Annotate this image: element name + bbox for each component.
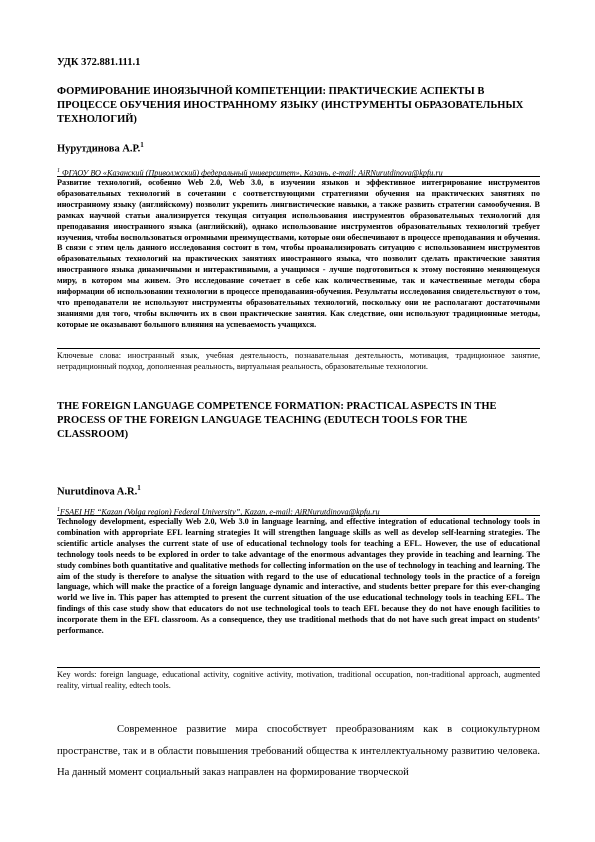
affiliation-text: ФГАОУ ВО «Казанский (Приволжский) федеральный университет», Казань, e-mail: AiRNurutdinova@kpfu.ru — [62, 168, 443, 178]
divider — [57, 176, 540, 177]
affiliation-text: FSAEI HE “Kazan (Volga region) Federal University”, Kazan, e-mail: AiRNurutdinova@kpfu.ru — [60, 507, 380, 517]
title-english: THE FOREIGN LANGUAGE COMPETENCE FORMATION: PRACTICAL ASPECTS IN THE PROCESS OF THE FOREIGN LANGUAGE TEACHING (EDUTECH TOOLS FOR THE CLASSROOM) — [57, 401, 497, 440]
author-superscript: 1 — [140, 141, 144, 149]
affiliation-superscript: 1 — [57, 168, 60, 174]
keywords-russian: Ключевые слова: иностранный язык, учебная деятельность, познавательная деятельность, мотивация, традиционное занятие, нетрадиционный подход, дополненная реальность, виртуальная реальность, образовательные технологии. — [57, 351, 540, 371]
divider — [57, 348, 540, 349]
abstract-english: Technology development, especially Web 2.0, Web 3.0 in language learning, and effective integration of educational technology tools in combination with appropriate EFL learning strategies It will strengthen language skills as well as develop self-learning strategies. The scientific article analyses the current state of use of educational technology tools for teaching a EFL. However, the use of educational technology tools needs to be explored in order to take advantage of the enormous advantages they provide in teaching and learning. The study combines both quantitative and qualitative methods for collecting information on the use of technology in teaching and learning. The aim of the study is therefore to analyse the situation with regard to the use of educational technology tools in the practice of a foreign language, which will make the practice of a foreign language dynamic and interactive, and students better prepare for this ever-changing world we live in. This paper has attempted to present the current situation of the use educational technology tools in teaching EFL. The findings of this case study show that educators do not use technological tools to teach EFL because they do not have enough facilities to incorporate them in the EFL classroom. As a consequence, they use traditional methods that do not have such great impact on students’ performance. — [57, 517, 540, 636]
body-paragraph: Современное развитие мира способствует преобразованиям как в социокультурном пространстве, так и в области повышения требований общества к интеллектуальному развитию человека. На данный момент социальный заказ направлен на формирование творческой — [57, 724, 540, 778]
divider — [57, 515, 540, 516]
divider — [57, 667, 540, 668]
udk-code: УДК 372.881.111.1 — [57, 57, 141, 68]
title-russian: ФОРМИРОВАНИЕ ИНОЯЗЫЧНОЙ КОМПЕТЕНЦИИ: ПРАКТИЧЕСКИЕ АСПЕКТЫ В ПРОЦЕССЕ ОБУЧЕНИЯ ИНОСТРАННОМУ ЯЗЫКУ (ИНСТРУМЕНТЫ ОБРАЗОВАТЕЛЬНЫХ ТЕХНОЛОГИЙ) — [57, 86, 524, 125]
author-name: Нурутдинова А.Р. — [57, 143, 141, 155]
author-superscript: 1 — [137, 484, 141, 492]
author-name: Nurutdinova A.R. — [57, 486, 138, 498]
abstract-russian: Развитие технологий, особенно Web 2.0, Web 3.0, в изучении языков и эффективное интегрирование инструментов образовательных технологий в сочетании с соответствующими стратегиями обучения на практических занятиях по иностранному языку (английскому) позволит укрепить лингвистические навыки, а также развить стратегии самообучения. В рамках научной статьи анализируется текущая ситуация использования инструментов образовательных технологий для преподавания иностранного языка (английский), однако использование инструментов образовательных технологий требует изучения, чтобы воспользоваться огромными преимуществами, которые они обеспечивают в процессе преподавания и обучения. В связи с этим цель данного исследования состоит в том, чтобы проанализировать ситуацию с использованием инструментов образовательных технологий на практических занятиях иностранного языка, что позволит сделать практические занятия иностранного языка динамичными и интерактивными, а учащимся - лучше подготовиться к этому постоянно меняющемуся миру, в котором мы живем. Это исследование сочетает в себе как количественные, так и качественные методы сбора информации об использовании технологии в процессе преподавания-обучения. Результаты исследования свидетельствуют о том, что преподаватели не используют инструменты образовательных технологий, поскольку они не располагают достаточными знаниями для того, чтобы включить их в свои практические занятия. Как следствие, они используют традиционные методы, которые не оказывают большого влияния на успеваемость учащихся. — [57, 178, 540, 329]
affiliation-superscript: 1 — [57, 507, 60, 513]
keywords-english: Key words: foreign language, educational activity, cognitive activity, motivation, traditional occupation, non-traditional approach, augmented reality, virtual reality, edtech tools. — [57, 670, 540, 690]
author-russian — [57, 141, 144, 155]
author-english — [57, 484, 141, 498]
